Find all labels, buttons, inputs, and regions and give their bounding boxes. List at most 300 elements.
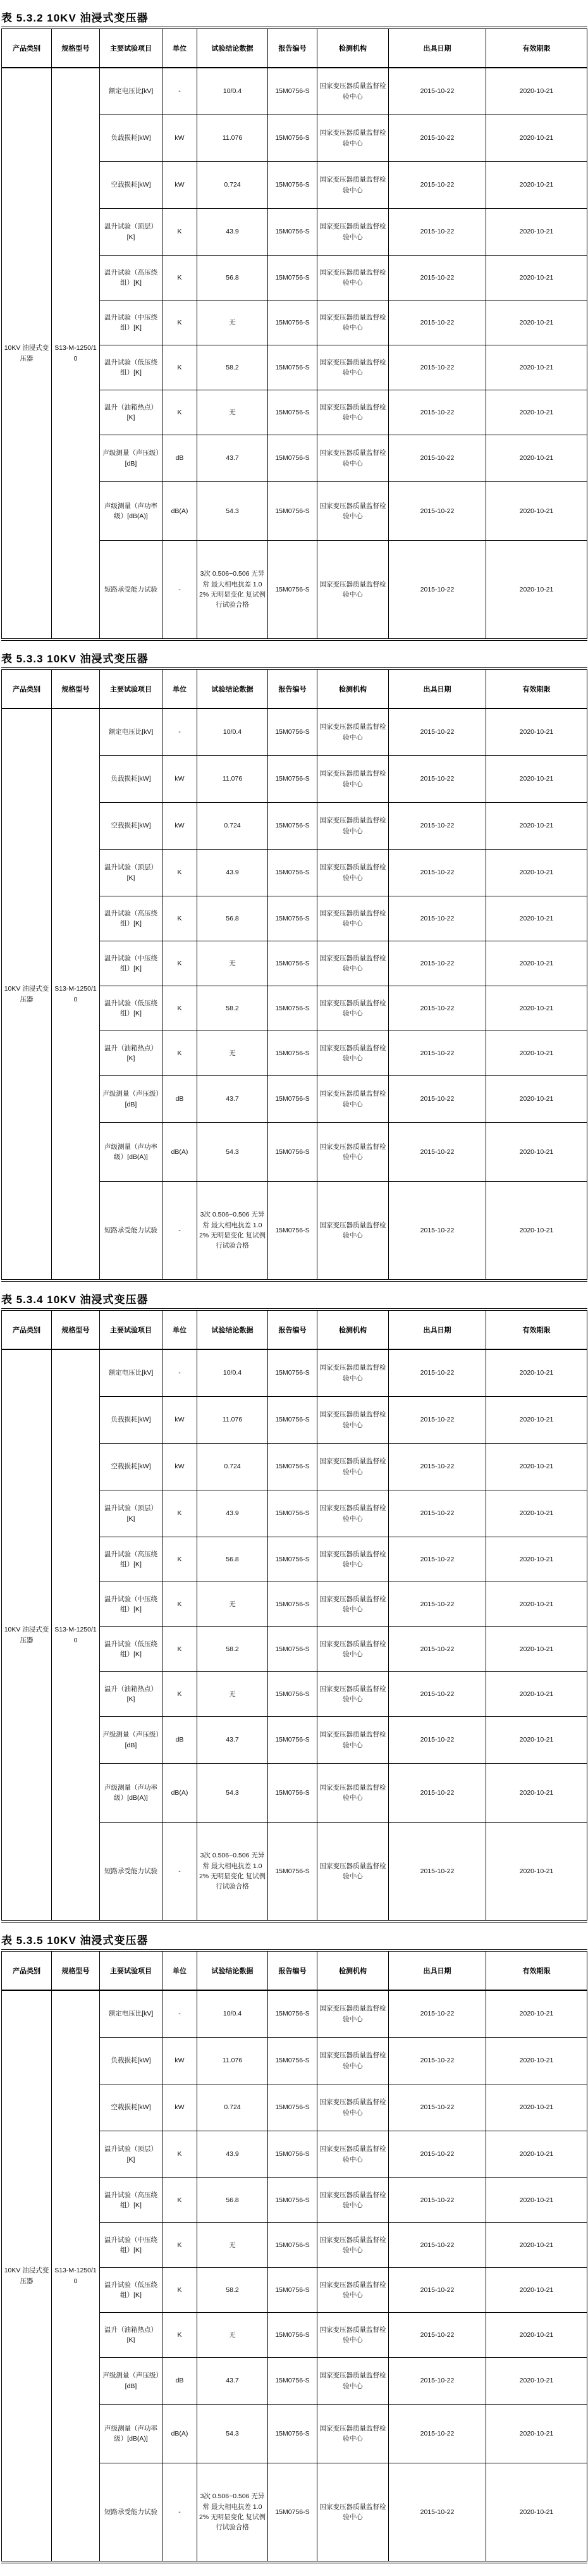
column-header: 主要试验项目 <box>100 1950 162 1990</box>
test-results-table <box>1 1949 587 2563</box>
cell-agency: 国家变压器质量监督检验中心 <box>317 1537 389 1582</box>
cell-agency: 国家变压器质量监督检验中心 <box>317 1182 389 1281</box>
cell-report-no: 15M0756-S <box>268 756 317 803</box>
cell-issue-date: 2015-10-22 <box>389 1076 486 1123</box>
column-header: 检测机构 <box>317 669 389 709</box>
cell-item: 温升试验（中压绕组）[K] <box>100 300 162 345</box>
cell-issue-date: 2015-10-22 <box>389 541 486 640</box>
cell-valid-until: 2020-10-21 <box>486 1823 587 1922</box>
cell-issue-date: 2015-10-22 <box>389 2038 486 2084</box>
cell-unit: kW <box>162 2038 197 2084</box>
cell-unit: K <box>162 1537 197 1582</box>
cell-report-no: 15M0756-S <box>268 2038 317 2084</box>
cell-unit: K <box>162 850 197 896</box>
cell-valid-until: 2020-10-21 <box>486 2313 587 2358</box>
table-title: 表 5.3.5 10KV 油浸式变压器 <box>1 1935 149 1947</box>
cell-result: 11.076 <box>197 1397 268 1444</box>
cell-valid-until: 2020-10-21 <box>486 709 587 756</box>
cell-unit: K <box>162 986 197 1031</box>
product-category-cell: 10KV 油浸式变压器 <box>2 1990 52 2562</box>
cell-valid-until: 2020-10-21 <box>486 1672 587 1717</box>
column-header: 单位 <box>162 28 197 68</box>
cell-valid-until: 2020-10-21 <box>486 2038 587 2084</box>
cell-issue-date: 2015-10-22 <box>389 803 486 850</box>
cell-issue-date: 2015-10-22 <box>389 209 486 256</box>
cell-result: 0.724 <box>197 2084 268 2131</box>
cell-result: 3次 0.506~0.506 无异常 最大相电抗差 1.02% 无明显变化 复试例行试验合格 <box>197 2463 268 2563</box>
cell-result: 无 <box>197 390 268 435</box>
column-header: 有效期限 <box>486 1310 587 1349</box>
cell-report-no: 15M0756-S <box>268 1123 317 1182</box>
cell-item: 空载损耗[kW] <box>100 803 162 850</box>
cell-agency: 国家变压器质量监督检验中心 <box>317 896 389 941</box>
cell-result: 10/0.4 <box>197 1349 268 1397</box>
cell-issue-date: 2015-10-22 <box>389 1349 486 1397</box>
cell-result: 43.7 <box>197 2358 268 2405</box>
column-header: 规格型号 <box>52 28 100 68</box>
cell-report-no: 15M0756-S <box>268 2463 317 2563</box>
cell-valid-until: 2020-10-21 <box>486 803 587 850</box>
column-header: 主要试验项目 <box>100 669 162 709</box>
cell-unit: kW <box>162 1397 197 1444</box>
cell-valid-until: 2020-10-21 <box>486 941 587 986</box>
product-category-cell: 10KV 油浸式变压器 <box>2 68 52 640</box>
cell-unit: dB(A) <box>162 1123 197 1182</box>
cell-report-no: 15M0756-S <box>268 2405 317 2463</box>
cell-valid-until: 2020-10-21 <box>486 1076 587 1123</box>
cell-unit: K <box>162 390 197 435</box>
cell-issue-date: 2015-10-22 <box>389 435 486 482</box>
cell-result: 10/0.4 <box>197 1990 268 2038</box>
cell-agency: 国家变压器质量监督检验中心 <box>317 709 389 756</box>
cell-issue-date: 2015-10-22 <box>389 756 486 803</box>
cell-valid-until: 2020-10-21 <box>486 2131 587 2178</box>
cell-item: 声级测量（声压级）[dB] <box>100 2358 162 2405</box>
cell-unit: kW <box>162 803 197 850</box>
cell-item: 额定电压比[kV] <box>100 68 162 115</box>
cell-agency: 国家变压器质量监督检验中心 <box>317 2038 389 2084</box>
cell-item: 额定电压比[kV] <box>100 709 162 756</box>
cell-result: 无 <box>197 1031 268 1076</box>
cell-valid-until: 2020-10-21 <box>486 435 587 482</box>
column-header: 检测机构 <box>317 1950 389 1990</box>
cell-valid-until: 2020-10-21 <box>486 390 587 435</box>
cell-agency: 国家变压器质量监督检验中心 <box>317 68 389 115</box>
cell-result: 58.2 <box>197 345 268 390</box>
cell-issue-date: 2015-10-22 <box>389 1490 486 1537</box>
cell-result: 3次 0.506~0.506 无异常 最大相电抗差 1.02% 无明显变化 复试例行试验合格 <box>197 1823 268 1922</box>
cell-issue-date: 2015-10-22 <box>389 300 486 345</box>
cell-issue-date: 2015-10-22 <box>389 1990 486 2038</box>
cell-agency: 国家变压器质量监督检验中心 <box>317 1123 389 1182</box>
cell-issue-date: 2015-10-22 <box>389 941 486 986</box>
cell-valid-until: 2020-10-21 <box>486 2178 587 2223</box>
cell-issue-date: 2015-10-22 <box>389 1397 486 1444</box>
column-header: 试验结论数据 <box>197 1950 268 1990</box>
cell-issue-date: 2015-10-22 <box>389 1717 486 1764</box>
cell-unit: kW <box>162 756 197 803</box>
cell-valid-until: 2020-10-21 <box>486 896 587 941</box>
cell-agency: 国家变压器质量监督检验中心 <box>317 1823 389 1922</box>
cell-unit: K <box>162 1672 197 1717</box>
cell-unit: dB <box>162 2358 197 2405</box>
cell-valid-until: 2020-10-21 <box>486 256 587 300</box>
cell-agency: 国家变压器质量监督检验中心 <box>317 1764 389 1823</box>
cell-report-no: 15M0756-S <box>268 1537 317 1582</box>
cell-result: 58.2 <box>197 2268 268 2313</box>
cell-agency: 国家变压器质量监督检验中心 <box>317 986 389 1031</box>
column-header: 规格型号 <box>52 1310 100 1349</box>
cell-valid-until: 2020-10-21 <box>486 850 587 896</box>
cell-valid-until: 2020-10-21 <box>486 1717 587 1764</box>
cell-issue-date: 2015-10-22 <box>389 2223 486 2268</box>
cell-agency: 国家变压器质量监督检验中心 <box>317 2223 389 2268</box>
cell-agency: 国家变压器质量监督检验中心 <box>317 162 389 209</box>
cell-agency: 国家变压器质量监督检验中心 <box>317 209 389 256</box>
cell-agency: 国家变压器质量监督检验中心 <box>317 2463 389 2563</box>
cell-result: 无 <box>197 2223 268 2268</box>
cell-agency: 国家变压器质量监督检验中心 <box>317 1717 389 1764</box>
column-header: 有效期限 <box>486 1950 587 1990</box>
cell-issue-date: 2015-10-22 <box>389 256 486 300</box>
cell-result: 11.076 <box>197 115 268 162</box>
cell-result: 43.7 <box>197 1076 268 1123</box>
cell-valid-until: 2020-10-21 <box>486 345 587 390</box>
transformer-table-section <box>1 1291 587 1923</box>
cell-result: 56.8 <box>197 256 268 300</box>
cell-unit: K <box>162 1490 197 1537</box>
cell-item: 温升试验（顶层）[K] <box>100 2131 162 2178</box>
cell-issue-date: 2015-10-22 <box>389 390 486 435</box>
cell-agency: 国家变压器质量监督检验中心 <box>317 1672 389 1717</box>
cell-item: 温升试验（中压绕组）[K] <box>100 941 162 986</box>
cell-item: 温升试验（高压绕组）[K] <box>100 2178 162 2223</box>
cell-report-no: 15M0756-S <box>268 115 317 162</box>
cell-unit: dB <box>162 435 197 482</box>
header-row <box>2 1310 587 1349</box>
cell-item: 温升试验（低压绕组）[K] <box>100 986 162 1031</box>
cell-item: 温升试验（低压绕组）[K] <box>100 1627 162 1672</box>
table-row <box>2 709 587 756</box>
cell-item: 温升试验（顶层）[K] <box>100 850 162 896</box>
column-header: 试验结论数据 <box>197 1310 268 1349</box>
cell-issue-date: 2015-10-22 <box>389 2131 486 2178</box>
cell-agency: 国家变压器质量监督检验中心 <box>317 435 389 482</box>
cell-agency: 国家变压器质量监督检验中心 <box>317 803 389 850</box>
cell-valid-until: 2020-10-21 <box>486 1123 587 1182</box>
cell-unit: dB <box>162 1717 197 1764</box>
column-header: 单位 <box>162 1950 197 1990</box>
transformer-table-section <box>1 9 587 641</box>
cell-report-no: 15M0756-S <box>268 1031 317 1076</box>
cell-agency: 国家变压器质量监督检验中心 <box>317 1031 389 1076</box>
cell-result: 54.3 <box>197 2405 268 2463</box>
cell-report-no: 15M0756-S <box>268 1582 317 1627</box>
cell-item: 额定电压比[kV] <box>100 1990 162 2038</box>
cell-valid-until: 2020-10-21 <box>486 68 587 115</box>
table-header <box>2 669 587 709</box>
cell-unit: dB(A) <box>162 1764 197 1823</box>
cell-item: 声级测量（声功率级）[dB(A)] <box>100 2405 162 2463</box>
cell-valid-until: 2020-10-21 <box>486 2358 587 2405</box>
cell-issue-date: 2015-10-22 <box>389 345 486 390</box>
cell-report-no: 15M0756-S <box>268 709 317 756</box>
cell-agency: 国家变压器质量监督检验中心 <box>317 256 389 300</box>
transformer-table-section <box>1 1931 587 2563</box>
cell-issue-date: 2015-10-22 <box>389 709 486 756</box>
cell-report-no: 15M0756-S <box>268 209 317 256</box>
cell-result: 无 <box>197 1582 268 1627</box>
cell-unit: K <box>162 941 197 986</box>
cell-report-no: 15M0756-S <box>268 2178 317 2223</box>
cell-issue-date: 2015-10-22 <box>389 1182 486 1281</box>
cell-unit: K <box>162 2223 197 2268</box>
column-header: 出具日期 <box>389 669 486 709</box>
cell-unit: kW <box>162 2084 197 2131</box>
cell-result: 43.9 <box>197 1490 268 1537</box>
cell-item: 声级测量（声压级）[dB] <box>100 435 162 482</box>
cell-agency: 国家变压器质量监督检验中心 <box>317 1444 389 1490</box>
cell-result: 43.9 <box>197 850 268 896</box>
cell-item: 声级测量（声功率级）[dB(A)] <box>100 482 162 541</box>
cell-report-no: 15M0756-S <box>268 850 317 896</box>
column-header: 出具日期 <box>389 1950 486 1990</box>
cell-issue-date: 2015-10-22 <box>389 1764 486 1823</box>
column-header: 报告编号 <box>268 669 317 709</box>
cell-result: 无 <box>197 300 268 345</box>
column-header: 产品类别 <box>2 669 52 709</box>
cell-agency: 国家变压器质量监督检验中心 <box>317 115 389 162</box>
cell-item: 温升试验（顶层）[K] <box>100 209 162 256</box>
cell-valid-until: 2020-10-21 <box>486 1582 587 1627</box>
column-header: 试验结论数据 <box>197 669 268 709</box>
spec-model-cell: S13-M-1250/10 <box>52 68 100 640</box>
cell-issue-date: 2015-10-22 <box>389 850 486 896</box>
table-row <box>2 68 587 115</box>
header-row <box>2 669 587 709</box>
cell-report-no: 15M0756-S <box>268 256 317 300</box>
cell-agency: 国家变压器质量监督检验中心 <box>317 2268 389 2313</box>
cell-result: 58.2 <box>197 986 268 1031</box>
table-body <box>2 68 587 640</box>
cell-item: 空载损耗[kW] <box>100 1444 162 1490</box>
cell-unit: - <box>162 2463 197 2563</box>
test-results-table <box>1 1308 587 1923</box>
column-header: 规格型号 <box>52 1950 100 1990</box>
cell-issue-date: 2015-10-22 <box>389 482 486 541</box>
column-header: 单位 <box>162 669 197 709</box>
cell-valid-until: 2020-10-21 <box>486 1764 587 1823</box>
cell-valid-until: 2020-10-21 <box>486 756 587 803</box>
cell-report-no: 15M0756-S <box>268 2358 317 2405</box>
cell-issue-date: 2015-10-22 <box>389 1582 486 1627</box>
cell-report-no: 15M0756-S <box>268 1764 317 1823</box>
cell-valid-until: 2020-10-21 <box>486 1444 587 1490</box>
column-header: 报告编号 <box>268 1950 317 1990</box>
transformer-table-section <box>1 650 587 1282</box>
cell-issue-date: 2015-10-22 <box>389 1537 486 1582</box>
cell-item: 声级测量（声功率级）[dB(A)] <box>100 1764 162 1823</box>
cell-report-no: 15M0756-S <box>268 1349 317 1397</box>
cell-report-no: 15M0756-S <box>268 390 317 435</box>
cell-result: 3次 0.506~0.506 无异常 最大相电抗差 1.02% 无明显变化 复试例行试验合格 <box>197 1182 268 1281</box>
cell-agency: 国家变压器质量监督检验中心 <box>317 1627 389 1672</box>
cell-issue-date: 2015-10-22 <box>389 2463 486 2563</box>
column-header: 有效期限 <box>486 669 587 709</box>
cell-result: 无 <box>197 941 268 986</box>
cell-item: 温升试验（高压绕组）[K] <box>100 1537 162 1582</box>
cell-issue-date: 2015-10-22 <box>389 1444 486 1490</box>
table-title: 表 5.3.2 10KV 油浸式变压器 <box>1 12 149 24</box>
table-title: 表 5.3.3 10KV 油浸式变压器 <box>1 653 149 665</box>
cell-issue-date: 2015-10-22 <box>389 2268 486 2313</box>
cell-item: 负载损耗[kW] <box>100 756 162 803</box>
cell-item: 短路承受能力试验 <box>100 1823 162 1922</box>
cell-valid-until: 2020-10-21 <box>486 115 587 162</box>
cell-result: 0.724 <box>197 162 268 209</box>
cell-item: 温升试验（低压绕组）[K] <box>100 345 162 390</box>
table-title: 表 5.3.4 10KV 油浸式变压器 <box>1 1294 149 1306</box>
cell-result: 3次 0.506~0.506 无异常 最大相电抗差 1.02% 无明显变化 复试例行试验合格 <box>197 541 268 640</box>
cell-issue-date: 2015-10-22 <box>389 2358 486 2405</box>
table-row <box>2 1349 587 1397</box>
cell-unit: - <box>162 1990 197 2038</box>
cell-result: 43.9 <box>197 2131 268 2178</box>
cell-report-no: 15M0756-S <box>268 896 317 941</box>
cell-result: 11.076 <box>197 2038 268 2084</box>
cell-item: 温升试验（中压绕组）[K] <box>100 1582 162 1627</box>
cell-item: 温升试验（高压绕组）[K] <box>100 256 162 300</box>
cell-item: 声级测量（声功率级）[dB(A)] <box>100 1123 162 1182</box>
column-header: 试验结论数据 <box>197 28 268 68</box>
cell-valid-until: 2020-10-21 <box>486 1182 587 1281</box>
cell-valid-until: 2020-10-21 <box>486 541 587 640</box>
table-header <box>2 28 587 68</box>
cell-report-no: 15M0756-S <box>268 1182 317 1281</box>
table-row <box>2 1990 587 2038</box>
cell-report-no: 15M0756-S <box>268 2084 317 2131</box>
cell-issue-date: 2015-10-22 <box>389 1672 486 1717</box>
cell-result: 无 <box>197 1672 268 1717</box>
cell-issue-date: 2015-10-22 <box>389 162 486 209</box>
cell-report-no: 15M0756-S <box>268 68 317 115</box>
cell-item: 温升（油箱热点）[K] <box>100 1031 162 1076</box>
cell-item: 短路承受能力试验 <box>100 1182 162 1281</box>
cell-report-no: 15M0756-S <box>268 1717 317 1764</box>
cell-issue-date: 2015-10-22 <box>389 1627 486 1672</box>
cell-result: 56.8 <box>197 896 268 941</box>
cell-item: 负载损耗[kW] <box>100 1397 162 1444</box>
cell-report-no: 15M0756-S <box>268 1076 317 1123</box>
cell-agency: 国家变压器质量监督检验中心 <box>317 2178 389 2223</box>
cell-issue-date: 2015-10-22 <box>389 1823 486 1922</box>
cell-result: 54.3 <box>197 1123 268 1182</box>
cell-valid-until: 2020-10-21 <box>486 1990 587 2038</box>
cell-unit: K <box>162 2268 197 2313</box>
cell-unit: K <box>162 2178 197 2223</box>
cell-agency: 国家变压器质量监督检验中心 <box>317 756 389 803</box>
cell-issue-date: 2015-10-22 <box>389 986 486 1031</box>
cell-unit: K <box>162 1627 197 1672</box>
table-header <box>2 1310 587 1349</box>
column-header: 有效期限 <box>486 28 587 68</box>
cell-agency: 国家变压器质量监督检验中心 <box>317 2405 389 2463</box>
spec-model-cell: S13-M-1250/10 <box>52 1990 100 2562</box>
table-body <box>2 709 587 1280</box>
cell-agency: 国家变压器质量监督检验中心 <box>317 2131 389 2178</box>
cell-agency: 国家变压器质量监督检验中心 <box>317 541 389 640</box>
cell-unit: - <box>162 1182 197 1281</box>
cell-result: 56.8 <box>197 1537 268 1582</box>
cell-agency: 国家变压器质量监督检验中心 <box>317 2358 389 2405</box>
cell-valid-until: 2020-10-21 <box>486 2223 587 2268</box>
test-results-table <box>1 27 587 641</box>
cell-result: 54.3 <box>197 1764 268 1823</box>
cell-item: 温升（油箱热点）[K] <box>100 390 162 435</box>
cell-valid-until: 2020-10-21 <box>486 482 587 541</box>
cell-issue-date: 2015-10-22 <box>389 68 486 115</box>
cell-report-no: 15M0756-S <box>268 1823 317 1922</box>
cell-agency: 国家变压器质量监督检验中心 <box>317 850 389 896</box>
cell-unit: - <box>162 68 197 115</box>
cell-valid-until: 2020-10-21 <box>486 162 587 209</box>
cell-result: 无 <box>197 2313 268 2358</box>
cell-agency: 国家变压器质量监督检验中心 <box>317 2313 389 2358</box>
test-results-table <box>1 667 587 1282</box>
product-category-cell: 10KV 油浸式变压器 <box>2 1349 52 1921</box>
cell-report-no: 15M0756-S <box>268 2131 317 2178</box>
cell-item: 空载损耗[kW] <box>100 162 162 209</box>
cell-item: 温升（油箱热点）[K] <box>100 1672 162 1717</box>
column-header: 报告编号 <box>268 1310 317 1349</box>
cell-agency: 国家变压器质量监督检验中心 <box>317 941 389 986</box>
cell-issue-date: 2015-10-22 <box>389 115 486 162</box>
column-header: 检测机构 <box>317 28 389 68</box>
cell-item: 温升试验（中压绕组）[K] <box>100 2223 162 2268</box>
table-body <box>2 1990 587 2562</box>
cell-item: 负载损耗[kW] <box>100 115 162 162</box>
column-header: 规格型号 <box>52 669 100 709</box>
cell-issue-date: 2015-10-22 <box>389 896 486 941</box>
cell-issue-date: 2015-10-22 <box>389 2405 486 2463</box>
cell-unit: K <box>162 896 197 941</box>
cell-report-no: 15M0756-S <box>268 1397 317 1444</box>
cell-report-no: 15M0756-S <box>268 1672 317 1717</box>
column-header: 出具日期 <box>389 1310 486 1349</box>
column-header: 产品类别 <box>2 28 52 68</box>
cell-valid-until: 2020-10-21 <box>486 986 587 1031</box>
cell-report-no: 15M0756-S <box>268 803 317 850</box>
cell-result: 43.7 <box>197 1717 268 1764</box>
cell-valid-until: 2020-10-21 <box>486 2463 587 2563</box>
cell-valid-until: 2020-10-21 <box>486 2405 587 2463</box>
cell-item: 声级测量（声压级）[dB] <box>100 1717 162 1764</box>
cell-unit: dB <box>162 1076 197 1123</box>
cell-valid-until: 2020-10-21 <box>486 1349 587 1397</box>
column-header: 主要试验项目 <box>100 28 162 68</box>
cell-result: 11.076 <box>197 756 268 803</box>
header-row <box>2 28 587 68</box>
spec-model-cell: S13-M-1250/10 <box>52 709 100 1280</box>
cell-agency: 国家变压器质量监督检验中心 <box>317 1582 389 1627</box>
cell-result: 43.7 <box>197 435 268 482</box>
cell-unit: K <box>162 256 197 300</box>
cell-issue-date: 2015-10-22 <box>389 2178 486 2223</box>
cell-valid-until: 2020-10-21 <box>486 1397 587 1444</box>
product-category-cell: 10KV 油浸式变压器 <box>2 709 52 1280</box>
cell-report-no: 15M0756-S <box>268 300 317 345</box>
cell-report-no: 15M0756-S <box>268 986 317 1031</box>
